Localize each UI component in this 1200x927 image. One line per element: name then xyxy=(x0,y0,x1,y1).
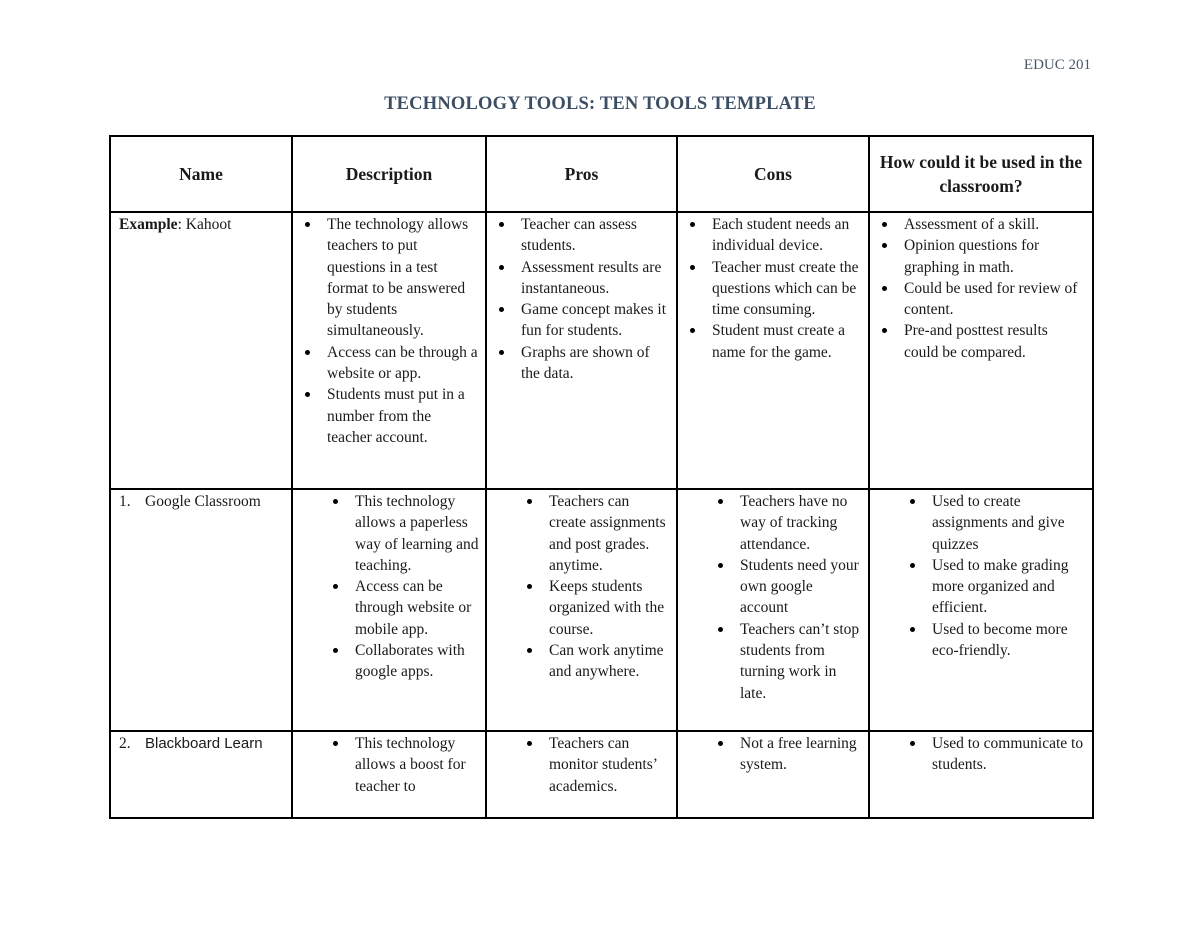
list-item: Keeps students organized with the course. xyxy=(495,576,670,640)
list-item: Teachers can’t stop students from turning work in late. xyxy=(686,619,862,704)
cons-list xyxy=(686,214,862,363)
list-item: This technology allows a paperless way of learning and teaching. xyxy=(301,491,479,576)
list-item: Used to communicate to students. xyxy=(878,733,1086,776)
list-item: Teachers can monitor students’ academics. xyxy=(495,733,670,797)
list-item: Students need your own google account xyxy=(686,555,862,619)
classroom-list xyxy=(878,491,1086,661)
list-item: Assessment of a skill. xyxy=(878,214,1086,235)
cons-cell xyxy=(677,489,869,731)
list-item: Teachers can create assignments and post grades. anytime. xyxy=(495,491,670,576)
pros-cell xyxy=(486,731,677,818)
classroom-list xyxy=(878,214,1086,363)
cons-cell xyxy=(677,731,869,818)
list-item: Each student needs an individual device. xyxy=(686,214,862,257)
column-header-classroom: How could it be used in the classroom? xyxy=(869,136,1093,212)
list-item: Pre-and posttest results could be compared. xyxy=(878,320,1086,363)
description-list xyxy=(301,214,479,448)
pros-list xyxy=(495,733,670,797)
list-item: Graphs are shown of the data. xyxy=(495,342,670,385)
table-row xyxy=(110,489,1093,731)
list-item: Teachers have no way of tracking attendance. xyxy=(686,491,862,555)
tool-name-cell xyxy=(110,489,292,731)
tool-name: Blackboard Learn xyxy=(145,735,263,752)
list-item: Game concept makes it fun for students. xyxy=(495,299,670,342)
classroom-cell xyxy=(869,731,1093,818)
list-item: The technology allows teachers to put questions in a test format to be answered by students simultaneously. xyxy=(301,214,479,342)
list-item: Assessment results are instantaneous. xyxy=(495,257,670,300)
cons-list xyxy=(686,733,862,776)
list-item: Students must put in a number from the teacher account. xyxy=(301,384,479,448)
description-cell xyxy=(292,489,486,731)
list-item: Access can be through a website or app. xyxy=(301,342,479,385)
cons-cell xyxy=(677,212,869,489)
cons-list xyxy=(686,491,862,704)
list-item: Student must create a name for the game. xyxy=(686,320,862,363)
description-cell xyxy=(292,212,486,489)
description-list xyxy=(301,733,479,797)
course-code: EDUC 201 xyxy=(1023,57,1091,73)
pros-list xyxy=(495,214,670,384)
list-item: Teacher must create the questions which can be time consuming. xyxy=(686,257,862,321)
list-item: Access can be through website or mobile app. xyxy=(301,576,479,640)
table-row xyxy=(110,212,1093,489)
list-item: Not a free learning system. xyxy=(686,733,862,776)
tool-name-cell xyxy=(110,731,292,818)
pros-cell xyxy=(486,212,677,489)
column-header-pros: Pros xyxy=(486,136,677,212)
list-item: Can work anytime and anywhere. xyxy=(495,640,670,683)
list-item: Used to create assignments and give quizzes xyxy=(878,491,1086,555)
column-header-name: Name xyxy=(110,136,292,212)
list-item: Opinion questions for graphing in math. xyxy=(878,235,1086,278)
classroom-list xyxy=(878,733,1086,776)
row-number: 2. xyxy=(119,735,131,752)
list-item: Could be used for review of content. xyxy=(878,278,1086,321)
list-item: Used to become more eco-friendly. xyxy=(878,619,1086,662)
document-title: TECHNOLOGY TOOLS: TEN TOOLS TEMPLATE xyxy=(384,94,816,114)
row-number: 1. xyxy=(119,493,131,510)
classroom-cell xyxy=(869,212,1093,489)
description-list xyxy=(301,491,479,683)
tools-table xyxy=(109,135,1094,819)
example-label: Example xyxy=(119,216,178,233)
pros-cell xyxy=(486,489,677,731)
description-cell xyxy=(292,731,486,818)
column-header-cons: Cons xyxy=(677,136,869,212)
table-row xyxy=(110,731,1093,818)
list-item: Used to make grading more organized and efficient. xyxy=(878,555,1086,619)
list-item: Collaborates with google apps. xyxy=(301,640,479,683)
tool-name: Google Classroom xyxy=(145,493,261,510)
classroom-cell xyxy=(869,489,1093,731)
tool-name: : Kahoot xyxy=(177,216,232,233)
tool-name-cell xyxy=(110,212,292,489)
table-header-row xyxy=(110,136,1093,212)
list-item: Teacher can assess students. xyxy=(495,214,670,257)
list-item: This technology allows a boost for teacher to xyxy=(301,733,479,797)
pros-list xyxy=(495,491,670,683)
column-header-description: Description xyxy=(292,136,486,212)
